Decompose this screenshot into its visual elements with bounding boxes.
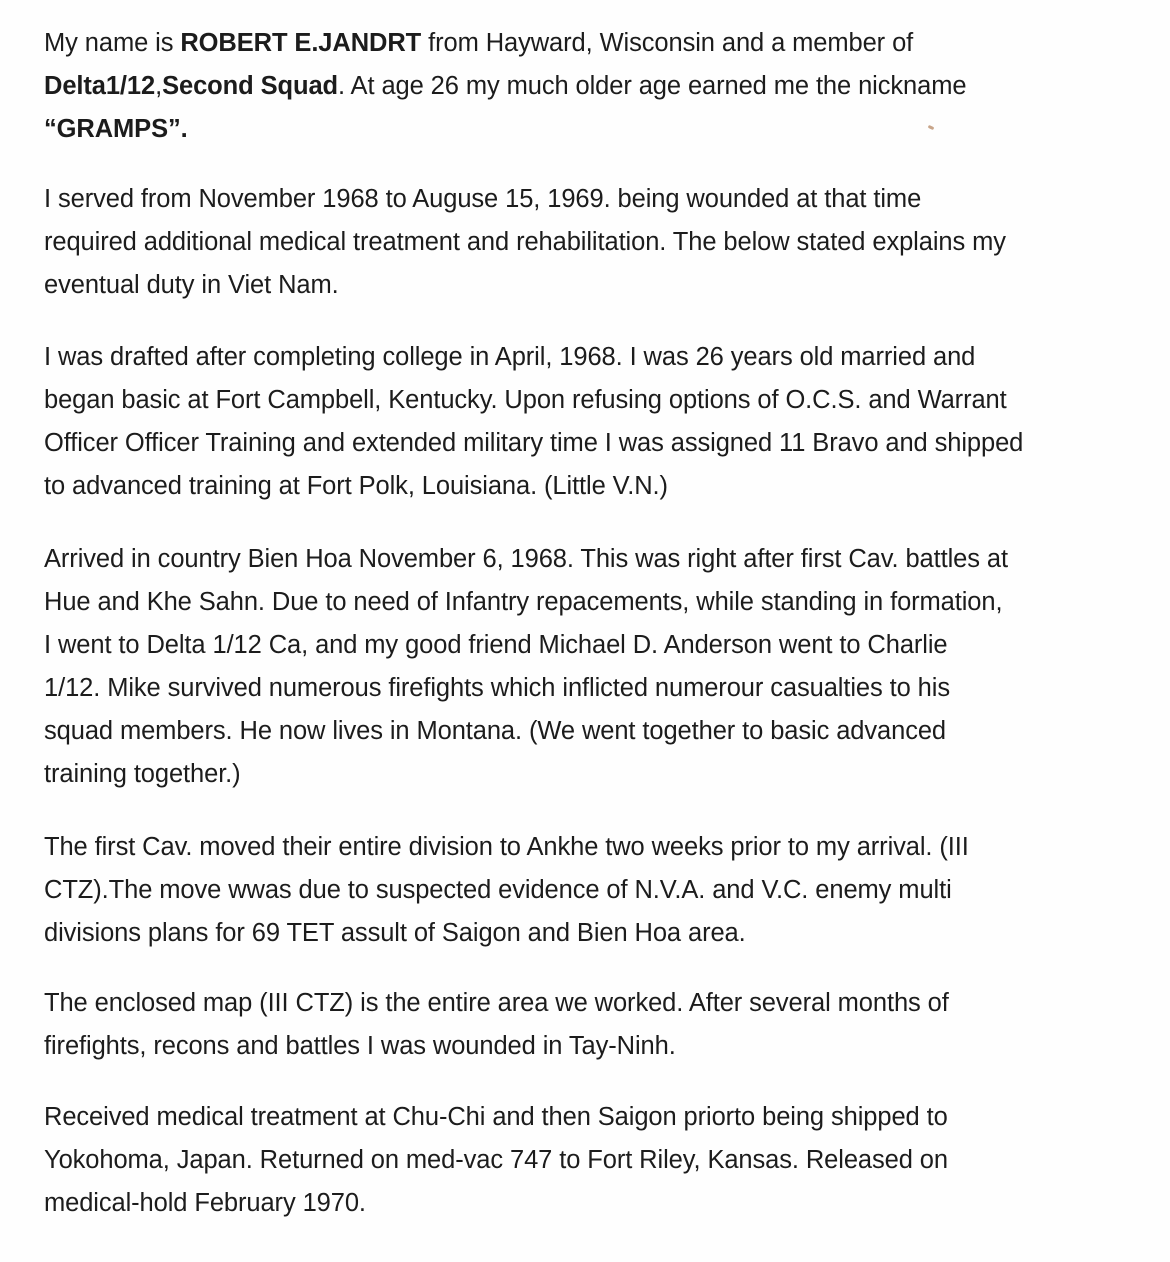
text-run: from Hayward, Wisconsin and a member of (421, 29, 914, 57)
text-line (44, 753, 1154, 796)
text-run: , (155, 72, 163, 100)
paragraph (44, 826, 1154, 955)
text-run: began basic at Fort Campbell, Kentucky. Upon refusing options of O.C.S. and Warrant (44, 386, 1007, 414)
text-run: I served from November 1968 to Auguse 15, 1969. being wounded at that time (44, 185, 922, 213)
text-line (44, 264, 1154, 307)
text-line (44, 1025, 1154, 1068)
text-line (44, 422, 1154, 465)
paragraph (44, 982, 1154, 1068)
text-line (44, 221, 1154, 264)
text-line (44, 538, 1154, 581)
text-run: divisions plans for 69 TET assult of Saigon and Bien Hoa area. (44, 919, 746, 947)
text-line (44, 581, 1154, 624)
text-line (44, 379, 1154, 422)
text-run: Officer Officer Training and extended military time I was assigned 11 Bravo and shipped (44, 429, 1024, 457)
bold-text: Second Squad (162, 72, 338, 100)
text-line (44, 667, 1154, 710)
text-run: medical-hold February 1970. (44, 1189, 366, 1217)
paragraph (44, 22, 1154, 151)
text-run: My name is (44, 29, 181, 57)
text-run: 1/12. Mike survived numerous firefights which inflicted numerour casualties to his (44, 674, 950, 702)
text-run: Received medical treatment at Chu-Chi and then Saigon priorto being shipped to (44, 1103, 948, 1131)
text-line (44, 22, 1154, 65)
text-line (44, 178, 1154, 221)
bold-text: Delta1/12 (44, 72, 156, 100)
bold-text: ROBERT E.JANDRT (180, 29, 422, 57)
text-run: The enclosed map (III CTZ) is the entire area we worked. After several months of (44, 989, 949, 1017)
text-line (44, 336, 1154, 379)
text-line (44, 108, 1154, 151)
text-line (44, 65, 1154, 108)
text-run: I was drafted after completing college in April, 1968. I was 26 years old married and (44, 343, 976, 371)
text-run: The first Cav. moved their entire division to Ankhe two weeks prior to my arrival. (III (44, 833, 969, 861)
text-line (44, 710, 1154, 753)
paragraph (44, 336, 1154, 508)
paragraph (44, 178, 1154, 307)
text-line (44, 624, 1154, 667)
bold-text: “GRAMPS”. (44, 115, 188, 143)
text-run: eventual duty in Viet Nam. (44, 271, 339, 299)
text-run: I went to Delta 1/12 Ca, and my good friend Michael D. Anderson went to Charlie (44, 631, 948, 659)
text-line (44, 826, 1154, 869)
text-run: required additional medical treatment and rehabilitation. The below stated explains my (44, 228, 1006, 256)
text-run: squad members. He now lives in Montana. (We went together to basic advanced (44, 717, 947, 745)
text-line (44, 869, 1154, 912)
text-run: . At age 26 my much older age earned me the nickname (338, 72, 967, 100)
text-line (44, 982, 1154, 1025)
text-line (44, 912, 1154, 955)
text-run: firefights, recons and battles I was wounded in Tay-Ninh. (44, 1032, 676, 1060)
text-line (44, 1139, 1154, 1182)
text-run: training together.) (44, 760, 241, 788)
text-line (44, 1096, 1154, 1139)
text-run: Arrived in country Bien Hoa November 6, 1968. This was right after first Cav. battles at (44, 545, 1008, 573)
text-run: Hue and Khe Sahn. Due to need of Infantry repacements, while standing in formation, (44, 588, 1003, 616)
text-run: CTZ).The move wwas due to suspected evidence of N.V.A. and V.C. enemy multi (44, 876, 952, 904)
text-run: to advanced training at Fort Polk, Louisiana. (Little V.N.) (44, 472, 668, 500)
text-line (44, 1182, 1154, 1225)
text-run: Yokohoma, Japan. Returned on med-vac 747 to Fort Riley, Kansas. Released on (44, 1146, 948, 1174)
paragraph (44, 538, 1154, 796)
text-line (44, 465, 1154, 508)
paragraph (44, 1096, 1154, 1225)
